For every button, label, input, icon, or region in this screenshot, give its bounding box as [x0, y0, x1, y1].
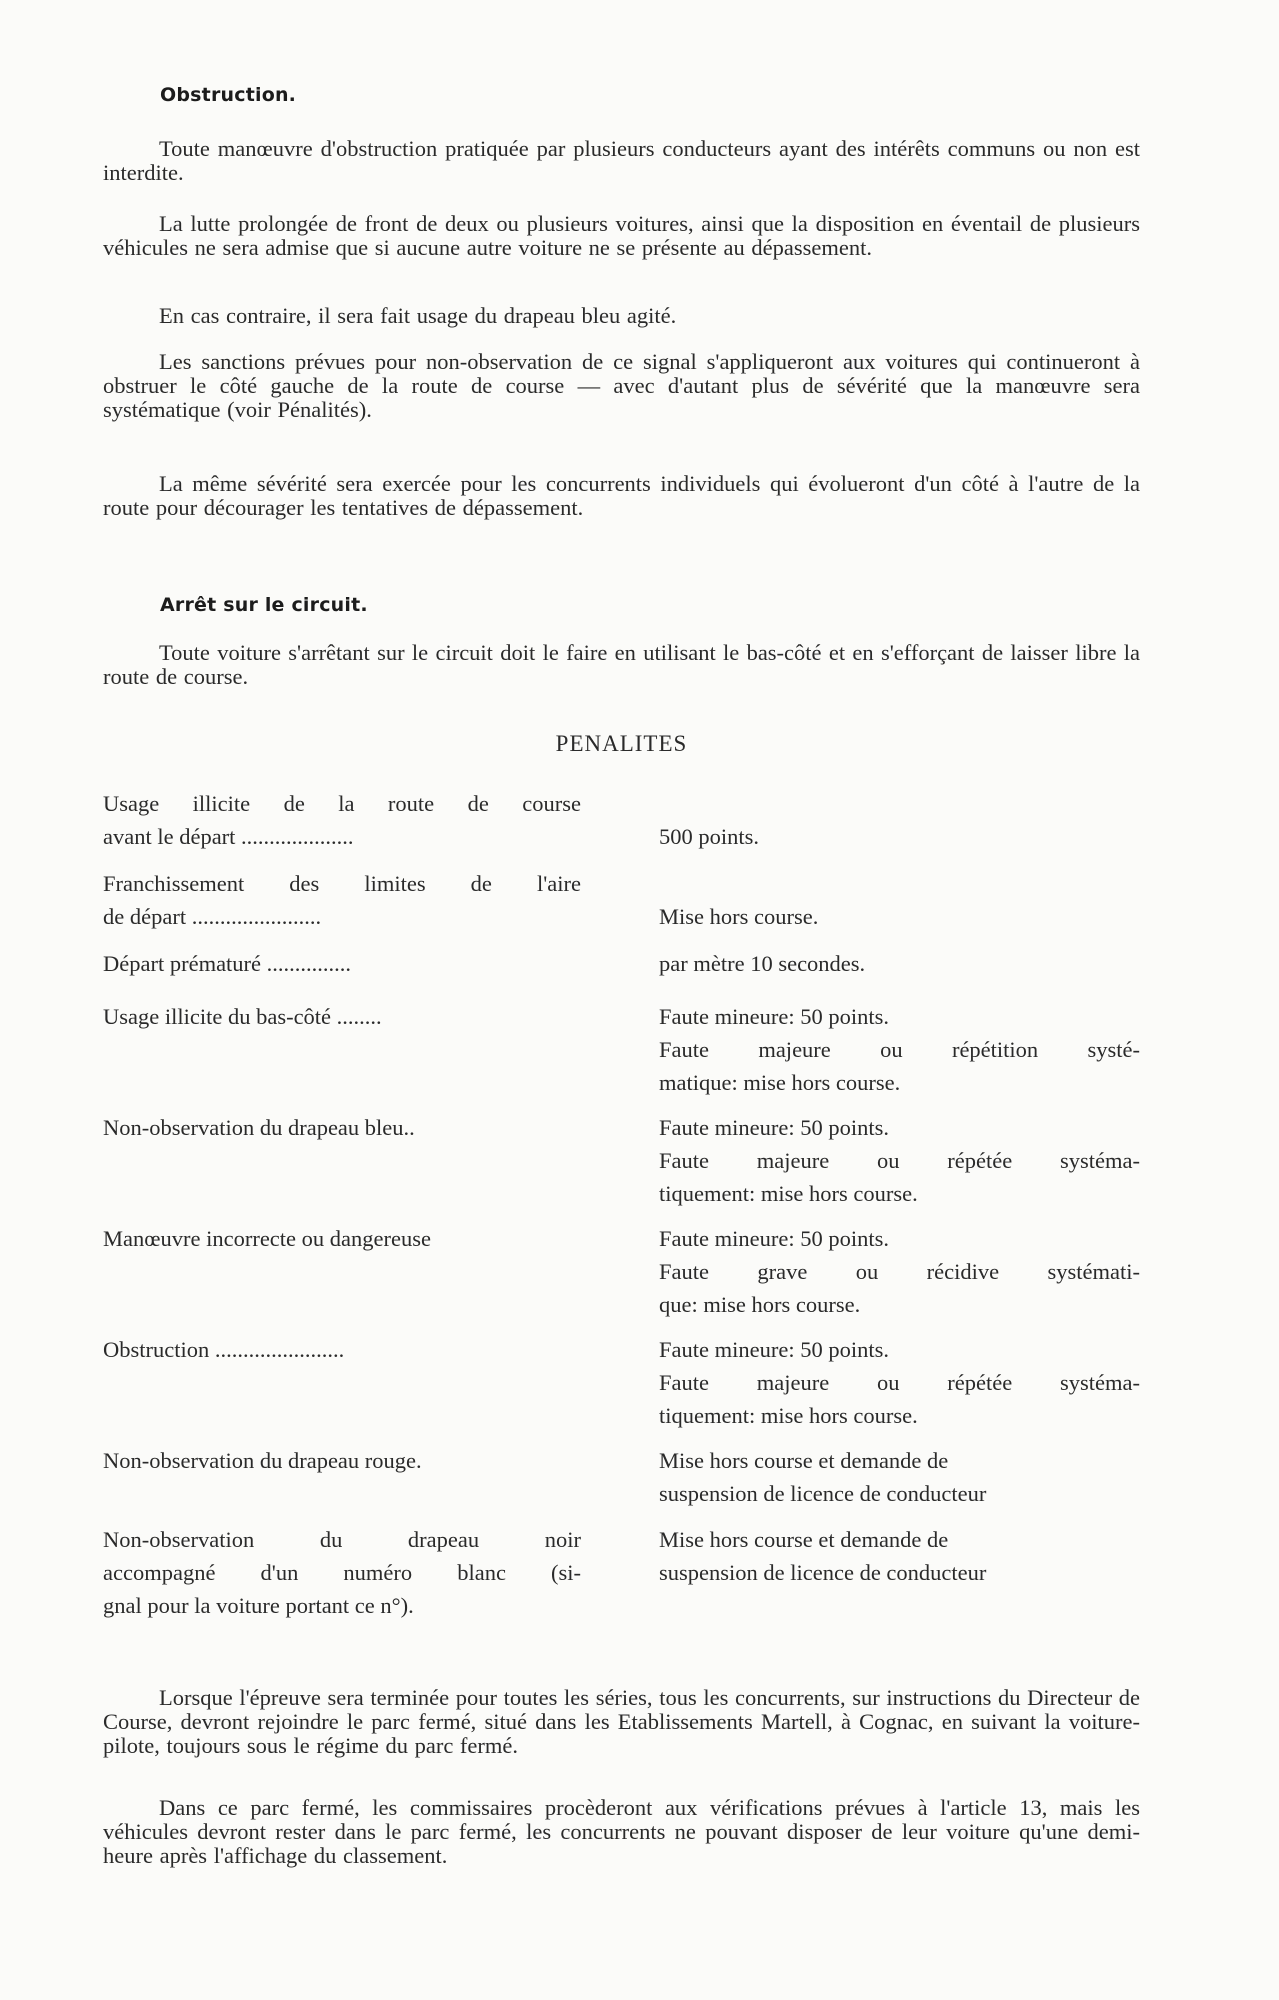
sanction-line: Faute majeure ou répétée systéma-	[659, 1370, 1140, 1395]
penalty-infraction	[103, 947, 581, 980]
paragraph: Toute voiture s'arrêtant sur le circuit doit le faire en utilisant le bas-côté et en s'efforçant de laisser libre la route de course.	[103, 640, 1140, 689]
penalites-title: PENALITES	[555, 731, 688, 756]
penalty-sanction	[659, 1333, 1140, 1432]
sanction-line: Faute mineure: 50 points.	[659, 1226, 889, 1251]
penalty-infraction	[103, 1111, 581, 1144]
infraction-line: Obstruction .......................	[103, 1337, 345, 1362]
sanction-line: suspension de licence de conducteur	[659, 1560, 987, 1585]
infraction-line: Non-observation du drapeau noir	[103, 1527, 581, 1552]
sanction-line: 500 points.	[659, 824, 760, 849]
penalty-sanction	[659, 867, 1140, 933]
infraction-line: accompagné d'un numéro blanc (si-	[103, 1560, 581, 1585]
paragraph: Les sanctions prévues pour non-observation de ce signal s'appliqueront aux voitures qui continueront à obstruer le côté gauche de la route de course — avec d'autant plus de sévérité que la manœuvre sera systématique (voir Pénalités).	[103, 349, 1140, 422]
penalty-sanction	[659, 1111, 1140, 1210]
sanction-line: Faute majeure ou répétée systéma-	[659, 1148, 1140, 1173]
sanction-line: Faute mineure: 50 points.	[659, 1004, 889, 1029]
paragraph: Lorsque l'épreuve sera terminée pour toutes les séries, tous les concurrents, sur instructions du Directeur de Course, devront rejoindre le parc fermé, situé dans les Etablissements Martell, à Cognac, en suivant la voiture-pilote, toujours sous le régime du parc fermé.	[103, 1685, 1140, 1758]
infraction-line: Usage illicite du bas-côté ........	[103, 1004, 382, 1029]
penalty-infraction	[103, 1333, 581, 1366]
infraction-line: Usage illicite de la route de course	[103, 791, 581, 816]
sanction-line: Mise hors course.	[659, 904, 819, 929]
sanction-line: Faute majeure ou répétition systé-	[659, 1037, 1140, 1062]
penalty-infraction	[103, 1523, 581, 1622]
penalty-sanction	[659, 1444, 1140, 1510]
infraction-line: Non-observation du drapeau rouge.	[103, 1448, 422, 1473]
penalty-sanction	[659, 787, 1140, 853]
penalty-sanction	[659, 947, 1140, 980]
infraction-line: Manœuvre incorrecte ou dangereuse	[103, 1226, 431, 1251]
penalty-infraction	[103, 1222, 581, 1255]
sanction-line: Mise hors course et demande de	[659, 1527, 949, 1552]
infraction-line: avant le départ ....................	[103, 824, 354, 849]
sanction-line: que: mise hors course.	[659, 1292, 861, 1317]
infraction-line: gnal pour la voiture portant ce n°).	[103, 1593, 414, 1618]
sanction-line	[659, 867, 1140, 900]
sanction-line: tiquement: mise hors course.	[659, 1403, 918, 1428]
paragraph: En cas contraire, il sera fait usage du drapeau bleu agité.	[159, 303, 677, 328]
penalty-infraction	[103, 867, 581, 933]
section-heading-arret: Arrêt sur le circuit.	[160, 594, 368, 616]
sanction-line: Faute mineure: 50 points.	[659, 1115, 889, 1140]
penalty-infraction	[103, 1000, 581, 1033]
sanction-line: par mètre 10 secondes.	[659, 951, 866, 976]
sanction-line: tiquement: mise hors course.	[659, 1181, 918, 1206]
paragraph: Dans ce parc fermé, les commissaires procèderont aux vérifications prévues à l'article 13, mais les véhicules devront rester dans le parc fermé, les concurrents ne pouvant disposer de leur voiture qu'une demi-heure après l'affichage du classement.	[103, 1795, 1140, 1868]
sanction-line: suspension de licence de conducteur	[659, 1481, 987, 1506]
infraction-line: Départ prématuré ...............	[103, 951, 352, 976]
penalty-sanction	[659, 1523, 1140, 1589]
penalty-sanction	[659, 1222, 1140, 1321]
paragraph: La même sévérité sera exercée pour les concurrents individuels qui évolueront d'un côté à l'autre de la route pour décourager les tentatives de dépassement.	[103, 471, 1140, 520]
infraction-line: Franchissement des limites de l'aire	[103, 871, 581, 896]
sanction-line	[659, 787, 1140, 820]
section-heading-obstruction: Obstruction.	[160, 84, 297, 106]
sanction-line: Mise hors course et demande de	[659, 1448, 949, 1473]
sanction-line: matique: mise hors course.	[659, 1070, 901, 1095]
infraction-line: Non-observation du drapeau bleu..	[103, 1115, 415, 1140]
penalty-infraction	[103, 1444, 581, 1477]
penalty-sanction	[659, 1000, 1140, 1099]
paragraph: La lutte prolongée de front de deux ou plusieurs voitures, ainsi que la disposition en éventail de plusieurs véhicules ne sera admise que si aucune autre voiture ne se présente au dépassement.	[103, 211, 1140, 260]
infraction-line: de départ .......................	[103, 904, 322, 929]
paragraph: Toute manœuvre d'obstruction pratiquée par plusieurs conducteurs ayant des intérêts communs ou non est interdite.	[103, 136, 1140, 185]
sanction-line: Faute mineure: 50 points.	[659, 1337, 889, 1362]
sanction-line: Faute grave ou récidive systémati-	[659, 1259, 1140, 1284]
penalty-infraction	[103, 787, 581, 853]
